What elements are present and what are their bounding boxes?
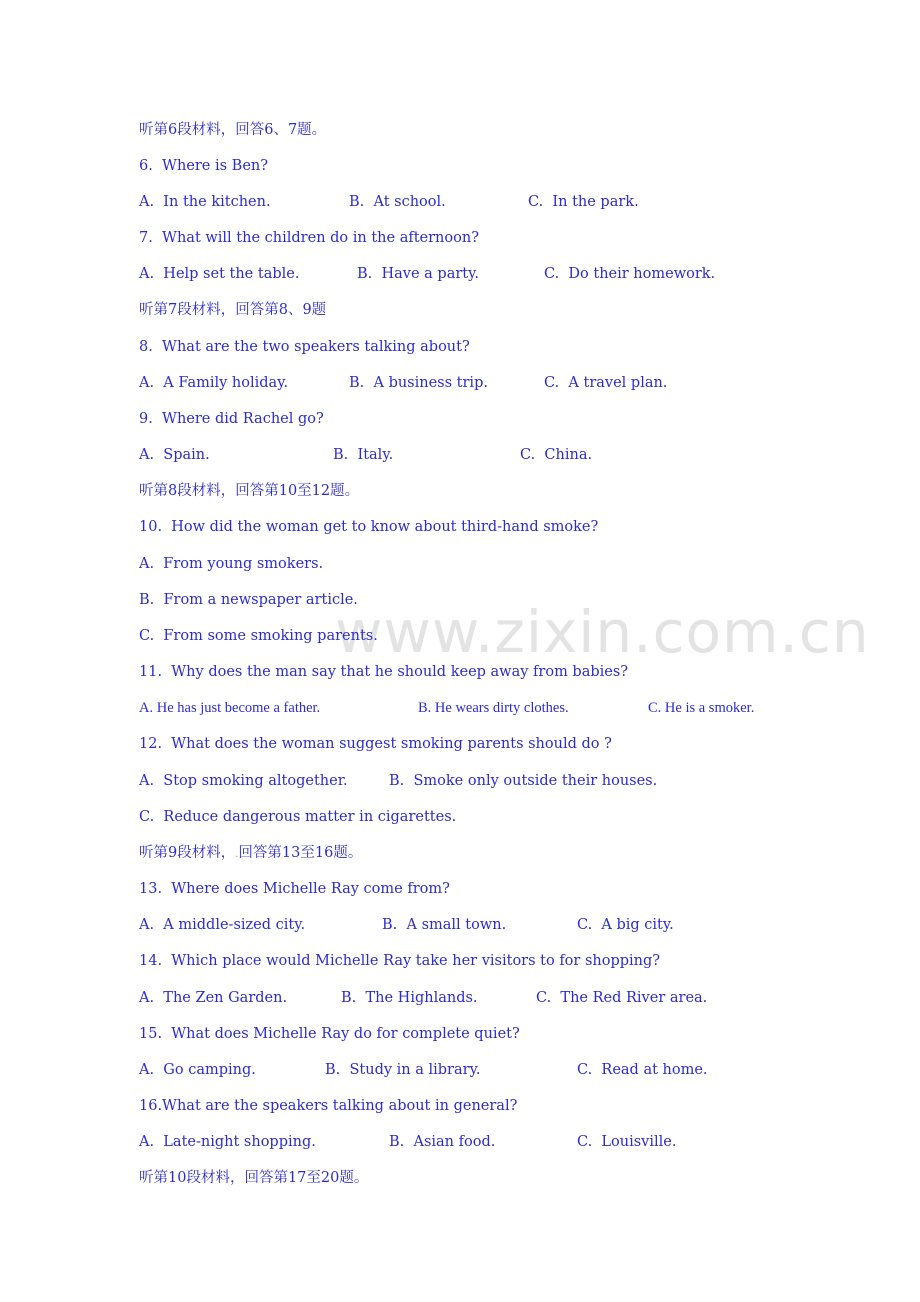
option-a: A. A Family holiday. <box>139 375 289 391</box>
option-b: B. From a newspaper article. <box>139 592 358 608</box>
options-row <box>0 264 920 344</box>
options-row <box>0 771 920 831</box>
option-c: C. From some smoking parents. <box>139 628 378 644</box>
section-header-part: 听第9段材料， <box>139 845 236 861</box>
option-a: A. Go camping. <box>139 1062 256 1078</box>
option-a: A. From young smokers. <box>139 556 324 572</box>
option-b: B. At school. <box>349 194 446 210</box>
option-b: B. Have a party. <box>357 266 479 282</box>
option-c: C. Reduce dangerous matter in cigarettes. <box>139 809 457 825</box>
question-9: 9. Where did Rachel go? <box>139 411 324 427</box>
section-header-part: 回答第13至16题。 <box>238 845 363 861</box>
watermark: www.zixin.com.cn <box>335 598 870 666</box>
option-c: C. Read at home. <box>577 1062 708 1078</box>
question-13: 13. Where does Michelle Ray come from? <box>139 881 450 897</box>
options-row <box>0 373 920 453</box>
option-b: B. Italy. <box>333 447 394 463</box>
option-b: B. He wears dirty clothes. <box>418 700 569 716</box>
question-12: 12. What does the woman suggest smoking parents should do ? <box>139 736 612 752</box>
option-a: A. Spain. <box>139 447 210 463</box>
section-header: 听第7段材料，回答第8、9题 <box>139 302 327 318</box>
option-c: C. Do their homework. <box>544 266 716 282</box>
question-10: 10. How did the woman get to know about third-hand smoke? <box>139 519 599 535</box>
option-c: C. China. <box>520 447 593 463</box>
question-11: 11. Why does the man say that he should keep away from babies? <box>139 664 629 680</box>
question-14: 14. Which place would Michelle Ray take her visitors to for shopping? <box>139 953 661 969</box>
option-a: A. In the kitchen. <box>139 194 271 210</box>
question-16: 16.What are the speakers talking about in general? <box>139 1098 518 1114</box>
option-c: C. A big city. <box>577 917 674 933</box>
question-6: 6. Where is Ben? <box>139 158 269 174</box>
option-c: C. The Red River area. <box>536 990 708 1006</box>
section-header: 听第10段材料，回答第17至20题。 <box>139 1170 369 1186</box>
mark-dot: . <box>235 849 239 860</box>
option-b: B. A small town. <box>382 917 507 933</box>
option-a: A. A middle-sized city. <box>139 917 306 933</box>
option-c: C. He is a smoker. <box>648 700 755 716</box>
option-c: C. In the park. <box>528 194 639 210</box>
section-header: 听第8段材料，回答第10至12题。 <box>139 483 360 499</box>
section-header: 听第6段材料，回答6、7题。 <box>139 122 327 138</box>
option-b: B. Asian food. <box>389 1134 496 1150</box>
option-c: C. A travel plan. <box>544 375 668 391</box>
option-b: B. The Highlands. <box>341 990 478 1006</box>
option-a: A. He has just become a father. <box>139 700 321 716</box>
option-b: B. Smoke only outside their houses. <box>389 773 658 789</box>
option-c: C. Louisville. <box>577 1134 677 1150</box>
option-a: A. Late-night shopping. <box>139 1134 316 1150</box>
section-header <box>139 843 362 865</box>
option-a: A. The Zen Garden. <box>139 990 288 1006</box>
question-8: 8. What are the two speakers talking about? <box>139 339 470 355</box>
option-b: B. A business trip. <box>349 375 488 391</box>
options-row <box>0 1132 920 1212</box>
option-b: B. Study in a library. <box>325 1062 481 1078</box>
question-15: 15. What does Michelle Ray do for complete quiet? <box>139 1026 520 1042</box>
option-a: A. Stop smoking altogether. <box>139 773 348 789</box>
option-a: A. Help set the table. <box>139 266 300 282</box>
options-row <box>0 445 920 525</box>
question-7: 7. What will the children do in the afternoon? <box>139 230 479 246</box>
